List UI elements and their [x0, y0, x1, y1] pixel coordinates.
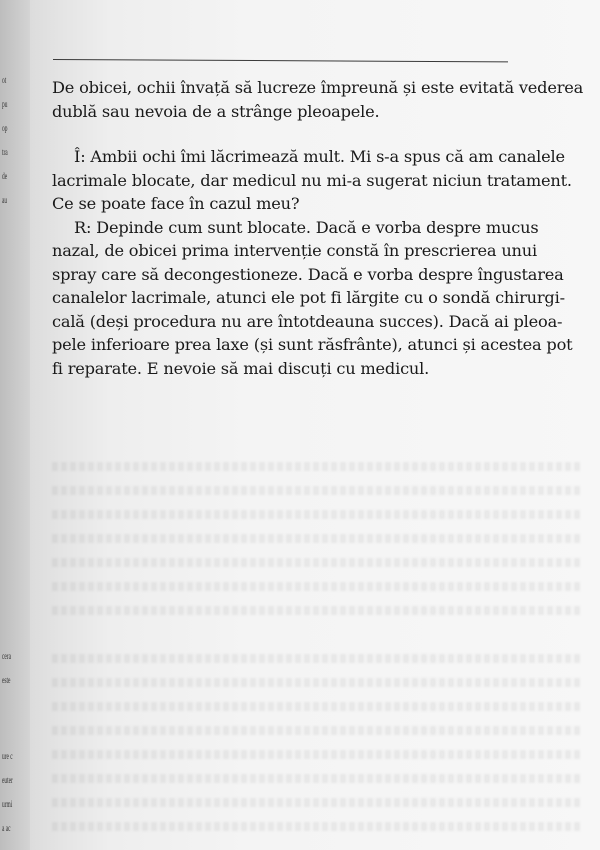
text-line: nazal, de obicei prima intervenție constă în prescrierea unui — [52, 241, 537, 260]
margin-fragment: urmi — [2, 799, 13, 809]
header-rule — [53, 59, 508, 62]
question-paragraph — [52, 145, 588, 216]
text-line: Î: Ambii ochi îmi lăcrimează mult. Mi s-a spus că am canalele — [74, 147, 565, 166]
margin-fragment: op — [2, 123, 8, 133]
margin-fragment: au — [2, 195, 8, 205]
text-line: De obicei, ochii învață să lucreze împreună și este evitată vederea — [52, 78, 584, 97]
margin-fragment: cera — [2, 651, 11, 661]
text-line: canalelor lacrimale, atunci ele pot fi lărgite cu o sondă chirurgi- — [52, 288, 565, 307]
answer-paragraph — [52, 216, 588, 381]
text-line: R: Depinde cum sunt blocate. Dacă e vorba despre mucus — [74, 217, 539, 237]
text-line: cală (deși procedura nu are întotdeauna succes). Dacă ai pleoa- — [52, 311, 563, 331]
text-line: fi reparate. E nevoie să mai discuți cu medicul. — [52, 358, 430, 378]
text-line: spray care să decongestioneze. Dacă e vorba despre îngustarea — [52, 264, 564, 284]
margin-fragment: ot — [2, 75, 7, 85]
margin-fragment: tra — [2, 147, 8, 157]
margin-fragment: pu — [2, 99, 8, 109]
text-line: pele inferioare prea laxe (și sunt răsfrânte), atunci și acestea pot — [52, 335, 573, 354]
margin-fragment: euter — [2, 775, 13, 785]
text-line: dublă sau nevoia de a strânge pleoapele. — [52, 101, 380, 121]
paragraph-intro — [52, 76, 588, 123]
margin-fragment: este — [2, 675, 11, 685]
page-body — [52, 76, 588, 380]
margin-fragment: de — [2, 171, 8, 181]
text-line: lacrimale blocate, dar medicul nu mi-a sugerat niciun tratament. — [52, 170, 572, 190]
text-line: Ce se poate face în cazul meu? — [52, 194, 300, 213]
margin-fragment: a ac — [2, 823, 11, 833]
margin-fragment: ure c — [2, 751, 13, 761]
